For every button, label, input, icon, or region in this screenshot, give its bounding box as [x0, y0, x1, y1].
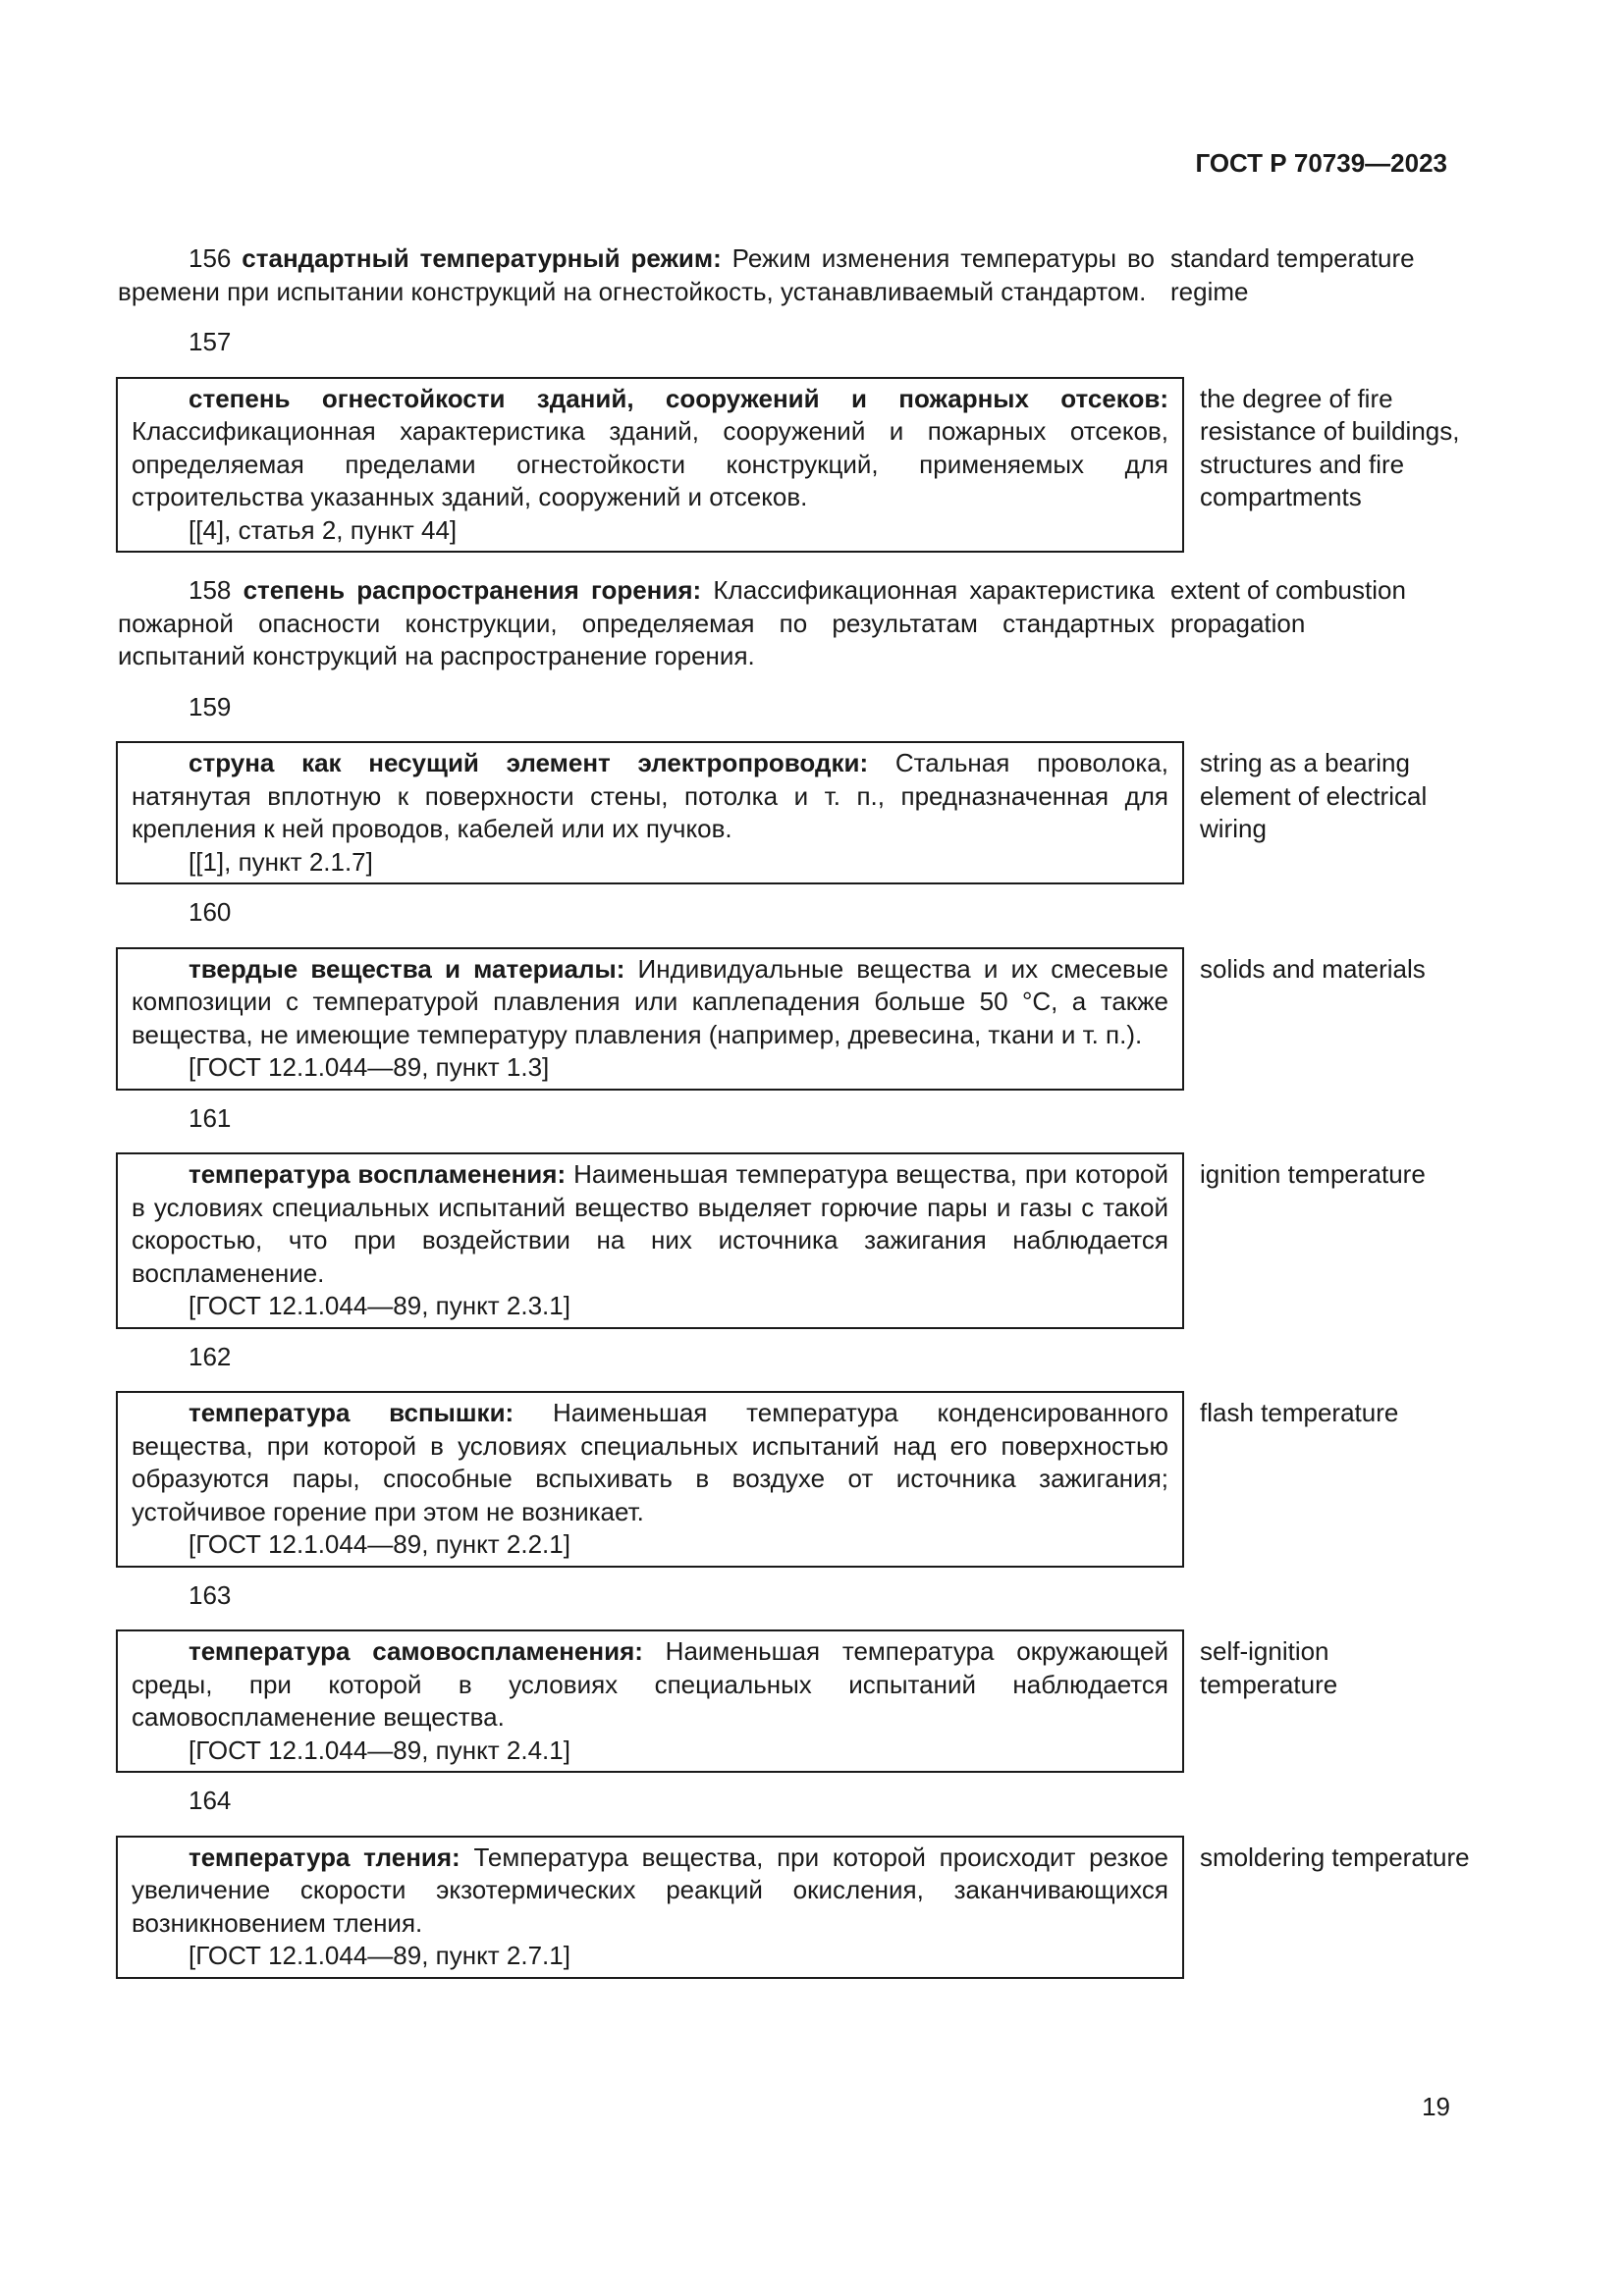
term-english: string as a bearing element of electrical wiring	[1200, 748, 1428, 843]
term-name: стандартный температурный режим:	[242, 243, 722, 273]
term-english: solids and materials	[1200, 953, 1426, 984]
term-source: [[1], пункт 2.1.7]	[189, 846, 373, 877]
term-number: 163	[189, 1579, 232, 1610]
page-number: 19	[1422, 2092, 1450, 2121]
term-english: flash temperature	[1200, 1398, 1399, 1427]
term-definition-text: Режим изменения температуры во времени при испытании конструкций на огнестойкость, устанавливаемый стандартом.	[118, 243, 1155, 306]
term-definition-text: Стальная проволока, натянутая вплотную к поверхности стены, потолка и т. п., предназначенная для крепления к ней проводов, кабелей или их пучков.	[132, 748, 1168, 843]
term-name: температура тления:	[189, 1842, 460, 1872]
term-number: 160	[189, 897, 232, 927]
term-box	[116, 741, 1184, 884]
document-code: ГОСТ Р 70739—2023	[1195, 148, 1447, 178]
term-entry-160	[118, 947, 1473, 1091]
term-definition-text: Температура вещества, при которой происходит резкое увеличение скорости экзотермических реакций окисления, заканчивающихся возникновением тления.	[132, 1842, 1168, 1938]
term-source: [ГОСТ 12.1.044—89, пункт 1.3]	[189, 1052, 550, 1082]
term-english: self-ignition temperature	[1200, 1636, 1338, 1699]
term-name: температура вспышки:	[189, 1398, 514, 1427]
term-english: ignition temperature	[1200, 1159, 1426, 1189]
term-number: 164	[189, 1786, 232, 1815]
term-english: extent of combustion propagation	[1170, 575, 1406, 638]
term-english: the degree of fire resistance of buildings, structures and fire compartments	[1200, 383, 1460, 511]
term-box	[116, 1629, 1184, 1773]
term-name: температура самовоспламенения:	[189, 1636, 643, 1666]
term-number: 162	[189, 1341, 232, 1371]
term-definition-text: Наименьшая температура вещества, при которой в условиях специальных испытаний вещество выделяет горючие пары и газы с такой скоростью, что при воздействии на них источника зажигания наблюдается воспламенение.	[132, 1159, 1168, 1288]
term-entry-164	[118, 1836, 1473, 1979]
term-number: 158	[189, 575, 232, 605]
term-entry-159	[118, 741, 1473, 884]
term-definition-text: Наименьшая температура конденсированного вещества, при которой в условиях специальных испытаний над его поверхностью образуются пары, способные вспыхивать в воздухе от источника зажигания; устойчивое горение при этом не возникает.	[132, 1398, 1168, 1526]
term-source: [[4], статья 2, пункт 44]	[189, 514, 458, 545]
term-entry-162	[118, 1391, 1473, 1568]
term-definition-text: Классификационная характеристика пожарной опасности конструкции, определяемая по результатам стандартных испытаний конструкций на распространение горения.	[118, 575, 1155, 670]
term-entry-161	[118, 1152, 1473, 1329]
term-entry-157	[118, 377, 1473, 554]
terms-list	[118, 242, 1473, 1979]
term-source: [ГОСТ 12.1.044—89, пункт 2.7.1]	[189, 1941, 570, 1970]
term-source: [ГОСТ 12.1.044—89, пункт 2.3.1]	[189, 1291, 570, 1320]
term-number: 157	[189, 327, 232, 356]
term-box	[116, 1391, 1184, 1568]
term-source: [ГОСТ 12.1.044—89, пункт 2.4.1]	[189, 1735, 570, 1765]
term-name: струна как несущий элемент электропроводки:	[189, 748, 869, 777]
term-box	[116, 377, 1184, 554]
term-number: 156	[189, 243, 232, 273]
term-number: 159	[189, 691, 232, 721]
term-entry-156	[118, 242, 1473, 308]
term-definition-text: Наименьшая температура окружающей среды, при которой в условиях специальных испытаний наблюдается самовоспламенение вещества.	[132, 1636, 1168, 1732]
term-definition-text: Индивидуальные вещества и их смесевые композиции с температурой плавления или каплепадения больше 50 °С, а также вещества, не имеющие температуру плавления (например, древесина, ткани и т. п.).	[132, 953, 1168, 1049]
term-name: твердые вещества и материалы:	[189, 953, 625, 984]
term-box	[116, 1152, 1184, 1329]
term-source: [ГОСТ 12.1.044—89, пункт 2.2.1]	[189, 1529, 570, 1559]
term-name: степень распространения горения:	[243, 575, 702, 605]
term-number: 161	[189, 1102, 232, 1133]
term-name: степень огнестойкости зданий, сооружений и пожарных отсеков:	[189, 383, 1168, 413]
term-english: standard temperature regime	[1170, 243, 1415, 306]
term-english: smoldering temperature	[1200, 1842, 1470, 1872]
term-box	[116, 1836, 1184, 1979]
term-definition-ru	[118, 242, 1155, 308]
term-name: температура воспламенения:	[189, 1159, 567, 1189]
term-entry-163	[118, 1629, 1473, 1773]
term-entry-158	[118, 574, 1473, 673]
term-box	[116, 947, 1184, 1091]
term-definition-text: Классификационная характеристика зданий, сооружений и пожарных отсеков, определяемая пределами огнестойкости конструкций, применяемых для строительства указанных зданий, сооружений и отсеков.	[132, 416, 1168, 511]
